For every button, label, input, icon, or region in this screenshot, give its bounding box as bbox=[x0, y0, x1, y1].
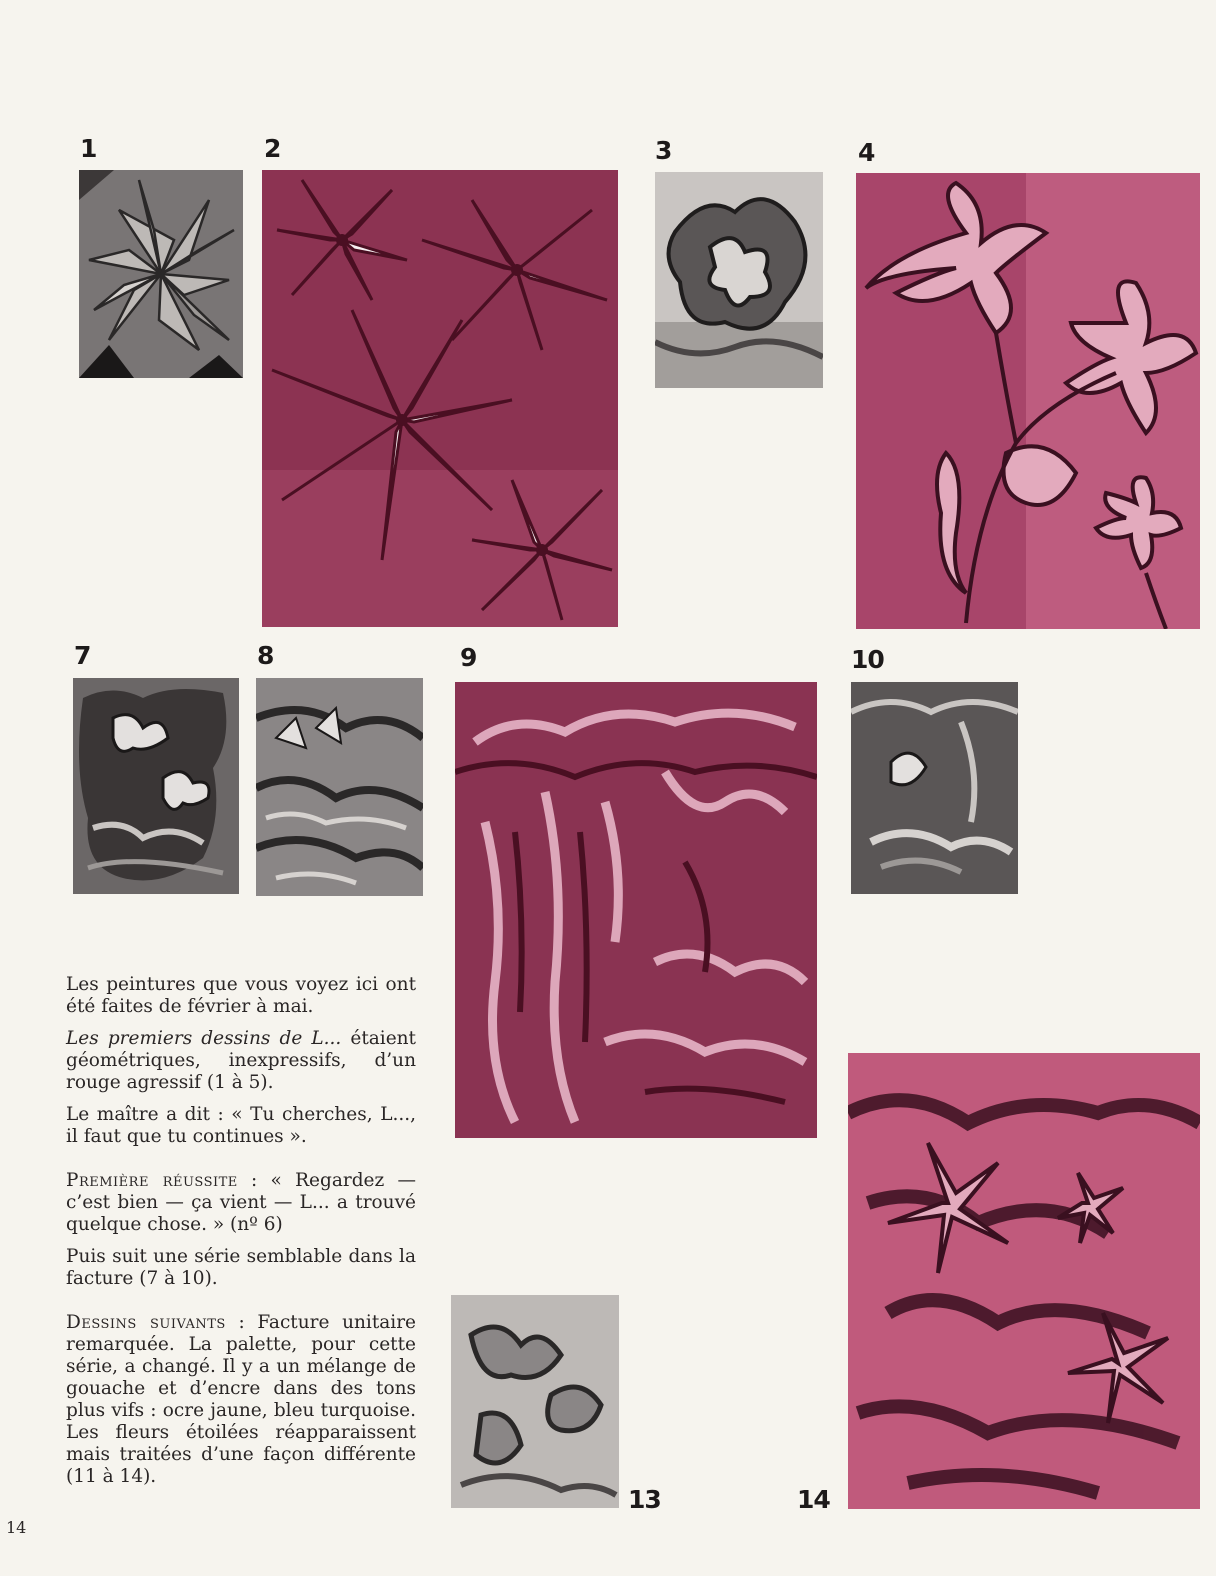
painting-14 bbox=[848, 1053, 1200, 1509]
paragraph-following bbox=[66, 1312, 416, 1488]
paragraph-first-drawings bbox=[66, 1028, 416, 1094]
figure-number-1: 1 bbox=[80, 134, 97, 163]
figure-number-14: 14 bbox=[797, 1485, 830, 1514]
painting-1 bbox=[79, 170, 243, 378]
paragraph-first-success-rest: : « Regardez — c’est bien — ça vient — L... a trouvé quelque chose. » (nº 6) bbox=[66, 1170, 416, 1235]
figure-number-9: 9 bbox=[460, 643, 477, 672]
painting-4 bbox=[856, 173, 1200, 629]
italic-lead: Les premiers dessins de L... bbox=[66, 1028, 342, 1049]
figure-number-10: 10 bbox=[851, 645, 884, 674]
figure-number-4: 4 bbox=[858, 138, 875, 167]
painting-9 bbox=[455, 682, 817, 1138]
painting-7 bbox=[73, 678, 239, 894]
painting-13 bbox=[451, 1295, 619, 1508]
painting-8 bbox=[256, 678, 423, 896]
paragraph-following-rest: : Facture unitaire remarquée. La palette, pour cette série, a changé. Il y a un mélange de gouache et d’encre dans des tons plus vifs : ocre jaune, bleu turquoise. Les fleurs étoilées réapparaissent mais traitées d’une façon différente (11 à 14). bbox=[66, 1312, 417, 1487]
figure-number-2: 2 bbox=[264, 134, 281, 163]
paragraph-first-drawings-rest: étaient géométriques, inexpressifs, d’un rouge agressif (1 à 5). bbox=[66, 1028, 416, 1093]
paragraph-series: Puis suit une série semblable dans la facture (7 à 10). bbox=[66, 1246, 416, 1289]
figure-number-7: 7 bbox=[74, 641, 91, 670]
figure-number-3: 3 bbox=[655, 136, 672, 165]
painting-10 bbox=[851, 682, 1018, 894]
paragraph-first-success bbox=[66, 1170, 416, 1236]
painting-2 bbox=[262, 170, 618, 627]
paragraph-master: Le maître a dit : « Tu cherches, L..., il faut que tu continues ». bbox=[66, 1104, 416, 1147]
caption-text bbox=[66, 974, 416, 1498]
painting-3 bbox=[655, 172, 823, 388]
figure-number-13: 13 bbox=[628, 1485, 661, 1514]
page-number: 14 bbox=[6, 1518, 27, 1537]
figure-number-8: 8 bbox=[257, 641, 274, 670]
smallcaps-lead-2: Dessins suivants bbox=[66, 1312, 226, 1333]
smallcaps-lead-1: Première réussite bbox=[66, 1170, 238, 1191]
paragraph-intro: Les peintures que vous voyez ici ont été faites de février à mai. bbox=[66, 974, 416, 1017]
